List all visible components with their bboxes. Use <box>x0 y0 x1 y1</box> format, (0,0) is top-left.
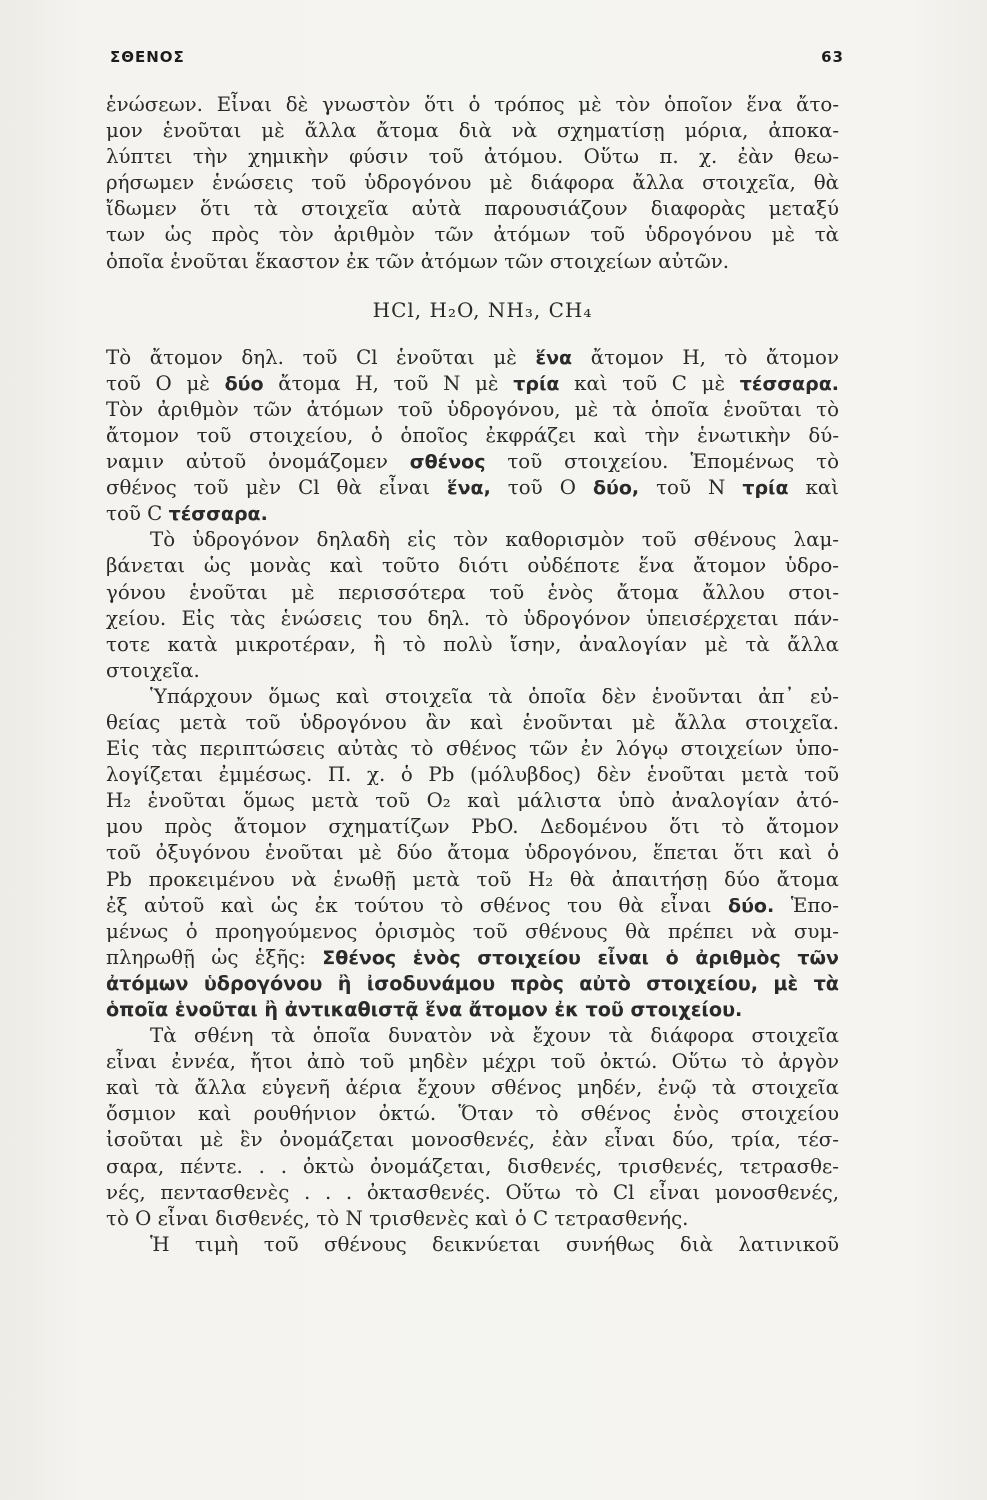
text-line: Pb προκειμένου νὰ ἑνωθῇ μετὰ τοῦ H₂ θὰ ἀπαιτήσῃ δύο ἄτομα <box>106 867 839 891</box>
text-line: H₂ ἑνοῦται ὅμως μετὰ τοῦ O₂ καὶ μάλιστα ὑπὸ ἀναλογίαν ἀτό- <box>106 789 839 813</box>
text-line: μου πρὸς ἄτομον σχηματίζων PbO. Δεδομένου ὅτι τὸ ἄτομον <box>106 815 839 839</box>
text-line: καὶ τὰ ἄλλα εὐγενῆ ἀέρια ἔχουν σθένος μηδέν, ἐνῷ τὰ στοιχεῖα <box>106 1076 839 1100</box>
bold-term: δύο <box>224 372 264 395</box>
text-line: τοῦ ὀξυγόνου ἑνοῦται μὲ δύο ἄτομα ὑδρογόνου, ἕπεται ὅτι καὶ ὁ <box>106 841 839 865</box>
text-line: νές, πεντασθενὲς . . . ὀκτασθενές. Οὕτω τὸ Cl εἶναι μονοσθενές, <box>106 1180 839 1204</box>
text-run: καὶ <box>788 476 840 500</box>
bold-term: ἕνα, <box>447 477 491 500</box>
text-line: βάνεται ὡς μονὰς καὶ τοῦτο διότι οὐδέποτε ἕνα ἄτομον ὑδρο- <box>106 554 839 578</box>
text-line: των ὡς πρὸς τὸν ἀριθμὸν τῶν ἀτόμων τοῦ ὑδρογόνου μὲ τὰ <box>106 223 839 247</box>
text-run: ἄτομα H, τοῦ N μὲ <box>263 371 514 395</box>
text-run: τοῦ C <box>106 502 169 526</box>
text-line: λύπτει τὴν χημικὴν φύσιν τοῦ ἀτόμου. Οὕτω π. χ. ἐὰν θεω- <box>106 145 839 169</box>
text-line <box>106 893 839 919</box>
text-run: ἄτομον H, τὸ ἄτομον <box>572 345 839 369</box>
text-line <box>106 345 839 371</box>
text-line: Τὸν ἀριθμὸν τῶν ἀτόμων τοῦ ὑδρογόνου, μὲ τὰ ὁποῖα ἑνοῦται τὸ <box>106 397 839 421</box>
text-line: ρήσωμεν ἑνώσεις τοῦ ὑδρογόνου μὲ διάφορα ἄλλα στοιχεῖα, θὰ <box>106 171 839 195</box>
page-number: 63 <box>821 48 844 66</box>
text-line <box>106 945 839 971</box>
text-line <box>106 449 839 475</box>
text-run: Τὸ ἄτομον δηλ. τοῦ Cl ἑνοῦται μὲ <box>106 345 536 369</box>
text-run: Ἑπο- <box>774 893 839 917</box>
bold-term: τέσσαρα. <box>739 372 839 395</box>
text-line: σαρα, πέντε. . . ὀκτὼ ὀνομάζεται, δισθενές, τρισθενές, τετρασθε- <box>106 1154 839 1178</box>
running-header <box>110 48 844 66</box>
text-line <box>106 501 839 527</box>
text-line <box>106 371 839 397</box>
text-line: Εἰς τὰς περιπτώσεις αὐτὰς τὸ σθένος τῶν ἐν λόγῳ στοιχείων ὑπο- <box>106 737 839 761</box>
text-line: Τὰ σθένη τὰ ὁποῖα δυνατὸν νὰ ἔχουν τὰ διάφορα στοιχεῖα <box>150 1024 839 1048</box>
chapter-title: ΣΘΕΝΟΣ <box>110 48 185 66</box>
text-run: ναμιν αὐτοῦ ὀνομάζομεν <box>106 450 410 474</box>
text-run: σθένος τοῦ μὲν Cl θὰ εἶναι <box>106 476 447 500</box>
definition-line: ὁποῖα ἑνοῦται ἢ ἀντικαθιστᾷ ἕνα ἄτομον ἐκ τοῦ στοιχείου. <box>106 998 743 1021</box>
text-line: μον ἑνοῦται μὲ ἄλλα ἄτομα διὰ νὰ σχηματίσῃ μόρια, ἀποκα- <box>106 119 839 143</box>
bold-term: Σθένος ἑνὸς στοιχείου εἶναι ὁ ἀριθμὸς τῶν <box>322 946 839 969</box>
text-run: καὶ τοῦ C μὲ <box>559 371 740 395</box>
bold-term: τέσσαρα. <box>168 503 268 526</box>
text-line: ἴδωμεν ὅτι τὰ στοιχεῖα αὐτὰ παρουσιάζουν διαφορὰς μεταξύ <box>106 197 839 221</box>
bold-term: τρία <box>742 477 789 500</box>
definition-line: ἀτόμων ὑδρογόνου ἢ ἰσοδυνάμου πρὸς αὐτὸ στοιχείου, μὲ τὰ <box>106 971 839 995</box>
text-line: ἰσοῦται μὲ ἓν ὀνομάζεται μονοσθενές, ἐὰν εἶναι δύο, τρία, τέσ- <box>106 1128 839 1152</box>
text-line <box>106 475 839 501</box>
text-line: στοιχεῖα. <box>106 658 200 682</box>
text-line: εἶναι ἐννέα, ἤτοι ἀπὸ τοῦ μηδὲν μέχρι τοῦ ὀκτώ. Οὕτω τὸ ἀργὸν <box>106 1050 839 1074</box>
bold-term: ἕνα <box>535 346 573 369</box>
text-run: τοῦ στοιχείου. Ἑπομένως τὸ <box>485 450 839 474</box>
bold-term: τρία <box>513 372 560 395</box>
bold-term: δύο, <box>592 477 640 500</box>
text-line: ἑνώσεων. Εἶναι δὲ γνωστὸν ὅτι ὁ τρόπος μὲ τὸν ὁποῖον ἕνα ἄτο- <box>106 93 839 116</box>
text-line: ὁποῖα ἑνοῦται ἕκαστον ἐκ τῶν ἀτόμων τῶν στοιχείων αὐτῶν. <box>106 249 730 273</box>
text-run: τοῦ O <box>490 476 593 500</box>
text-line: γόνου ἑνοῦται μὲ περισσότερα τοῦ ἑνὸς ἄτομα ἄλλου στοι- <box>106 580 839 604</box>
text-line: τοτε κατὰ μικροτέραν, ἢ τὸ πολὺ ἴσην, ἀναλογίαν μὲ τὰ ἄλλα <box>106 632 839 656</box>
text-line: μένως ὁ προηγούμενος ὁρισμὸς τοῦ σθένους θὰ πρέπει νὰ συμ- <box>106 919 839 943</box>
text-line: Ἡ τιμὴ τοῦ σθένους δεικνύεται συνήθως διὰ λατινικοῦ <box>150 1232 839 1256</box>
chemical-formulas: HCl, H₂O, NH₃, CH₄ <box>372 297 593 322</box>
text-line: Τὸ ὑδρογόνον δηλαδὴ εἰς τὸν καθορισμὸν τοῦ σθένους λαμ- <box>150 528 839 552</box>
text-run: τοῦ N <box>639 476 743 500</box>
bold-term: δύο. <box>728 894 775 917</box>
text-line: ὄσμιον καὶ ρουθήνιον ὀκτώ. Ὅταν τὸ σθένος ἑνὸς στοιχείου <box>106 1102 839 1126</box>
text-run: τοῦ O μὲ <box>106 371 225 395</box>
bold-term: σθένος <box>409 451 486 474</box>
text-line: χείου. Εἰς τὰς ἑνώσεις του δηλ. τὸ ὑδρογόνον ὑπεισέρχεται πάν- <box>106 606 839 630</box>
text-line: Ὑπάρχουν ὅμως καὶ στοιχεῖα τὰ ὁποῖα δὲν ἑνοῦνται ἀπ᾿ εὐ- <box>150 684 839 708</box>
text-run: ἐξ αὐτοῦ καὶ ὡς ἐκ τούτου τὸ σθένος του θὰ εἶναι <box>106 893 729 917</box>
text-line: ἄτομον τοῦ στοιχείου, ὁ ὁποῖος ἐκφράζει καὶ τὴν ἑνωτικὴν δύ- <box>106 423 839 447</box>
text-line: λογίζεται ἐμμέσως. Π. χ. ὁ Pb (μόλυβδος) δὲν ἑνοῦται μετὰ τοῦ <box>106 763 839 787</box>
text-run: πληρωθῇ ὡς ἑξῆς: <box>106 945 323 969</box>
body-text <box>106 92 839 1258</box>
text-line: τὸ O εἶναι δισθενές, τὸ N τρισθενὲς καὶ ὁ C τετρασθενής. <box>106 1206 689 1230</box>
text-line: θείας μετὰ τοῦ ὑδρογόνου ἂν καὶ ἑνοῦνται μὲ ἄλλα στοιχεῖα. <box>106 710 839 734</box>
